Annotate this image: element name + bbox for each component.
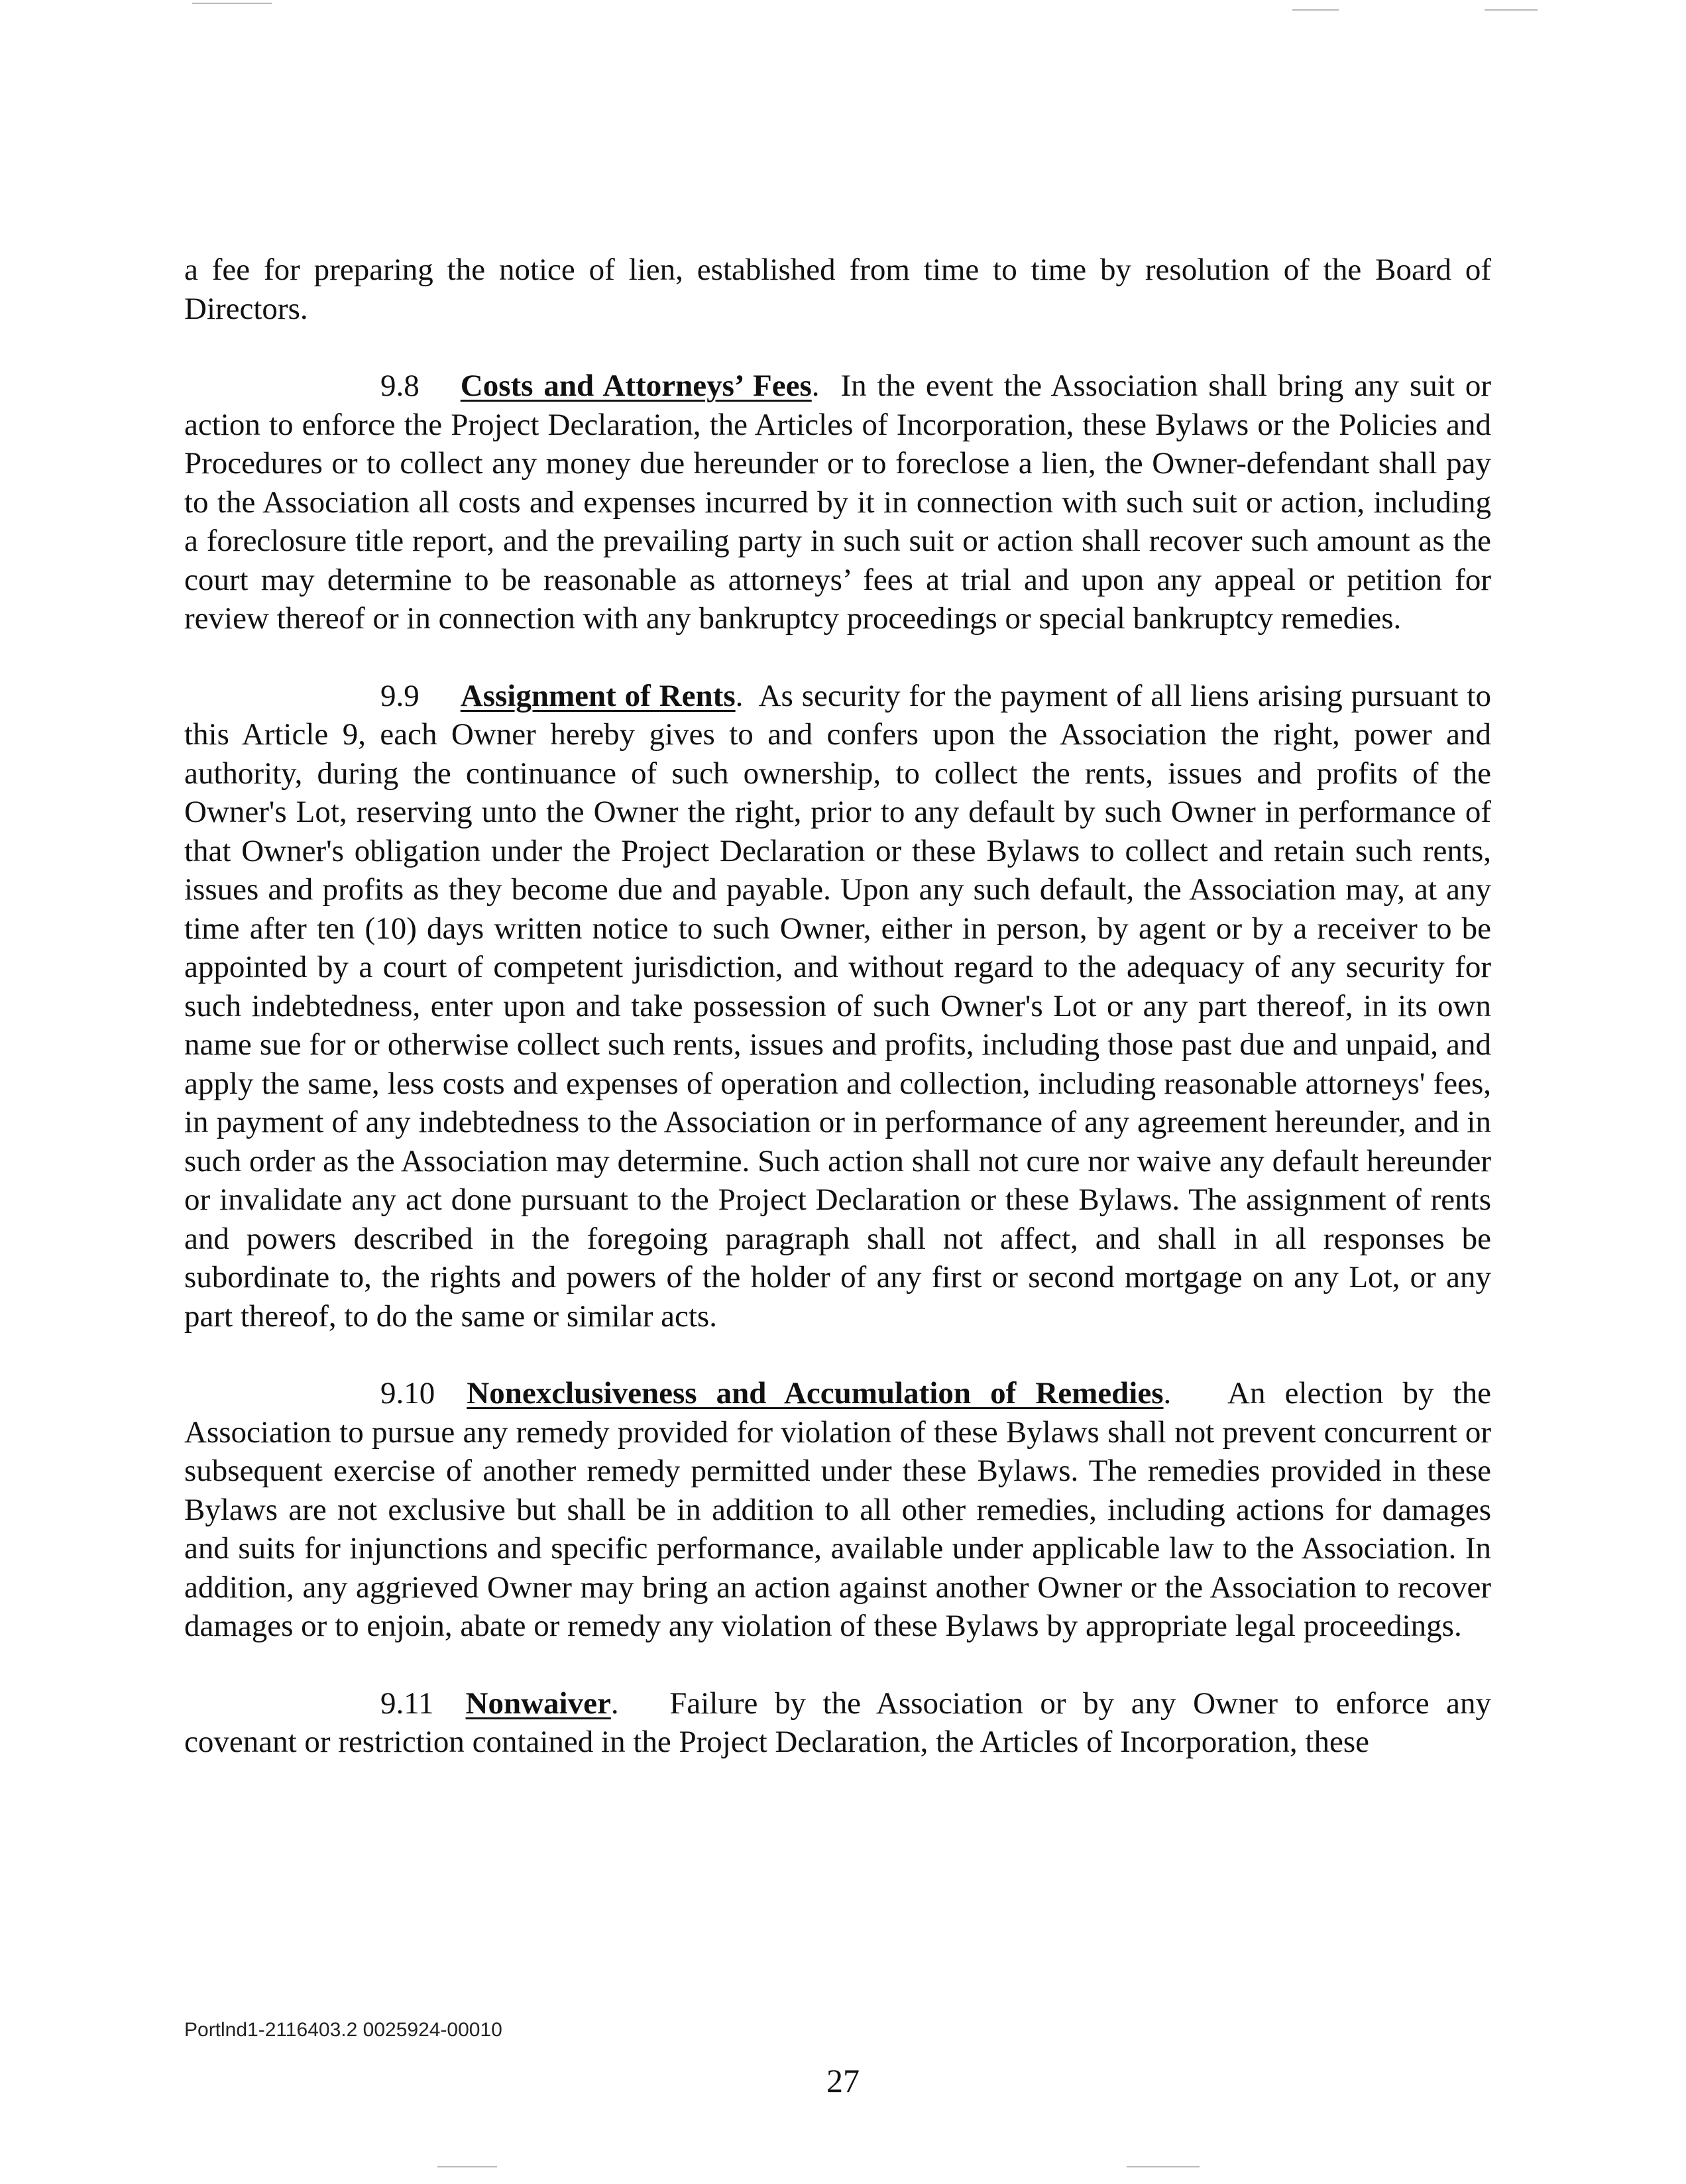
section-9-11: 9.11 Nonwaiver. Failure by the Association or by any Owner to enforce any covenant or restriction contained in the Project Declaration, the Articles of Incorporation, these (184, 1684, 1491, 1762)
section-title: Nonwaiver (465, 1686, 611, 1721)
page-number: 27 (826, 2062, 860, 2099)
section-text: In the event the Association shall bring any suit or action to enforce the Project Declaration, the Articles of Incorporation, these Bylaws or the Policies and Procedures or to collect any money due hereunder or to foreclose a lien, the Owner-defendant shall pay to the Association all costs and expenses incurred by it in connection with such suit or action, including a foreclosure title report, and the prevailing party in such suit or action shall recover such amount as the court may determine to be reasonable as attorneys’ fees at trial and upon any appeal or petition for review thereof or in connection with any bankruptcy proceedings or special bankruptcy remedies. (184, 369, 1492, 636)
scan-artifact (1127, 2166, 1200, 2167)
scan-artifact (1292, 9, 1339, 11)
section-number: 9.11 (380, 1686, 434, 1721)
section-title: Nonexclusiveness and Accumulation of Remedies (467, 1376, 1164, 1410)
section-text: Failure by the Association or by any Owner to enforce any covenant or restriction contained in the Project Declaration, the Articles of Incorporation, these (184, 1686, 1492, 1759)
section-9-9: 9.9 Assignment of Rents. As security for the payment of all liens arising pursuant to this Article 9, each Owner hereby gives to and confers upon the Association the right, power and authority, during the continuance of such ownership, to collect the rents, issues and profits of the Owner's Lot, reserving unto the Owner the right, prior to any default by such Owner in performance of that Owner's obligation under the Project Declaration or these Bylaws to collect and retain such rents, issues and profits as they become due and payable. Upon any such default, the Association may, at any time after ten (10) days written notice to such Owner, either in person, by agent or by a receiver to be appointed by a court of competent jurisdiction, and without regard to the adequacy of any security for such indebtedness, enter upon and take possession of such Owner's Lot or any part thereof, in its own name sue for or otherwise collect such rents, issues and profits, including those past due and unpaid, and apply the same, less costs and expenses of operation and collection, including reasonable attorneys' fees, in payment of any indebtedness to the Association or in performance of any agreement hereunder, and in such order as the Association may determine. Such action shall not cure nor waive any default hereunder or invalidate any act done pursuant to the Project Declaration or these Bylaws. The assignment of rents and powers described in the foregoing paragraph shall not affect, and shall in all responses be subordinate to, the rights and powers of the holder of any first or second mortgage on any Lot, or any part thereof, to do the same or similar acts. (184, 677, 1491, 1336)
section-title: Costs and Attorneys’ Fees (460, 369, 812, 403)
document-id: Portlnd1-2116403.2 0025924-00010 (184, 2019, 502, 2041)
scan-artifact (437, 2166, 497, 2167)
section-number: 9.10 (380, 1376, 435, 1410)
section-9-8: 9.8 Costs and Attorneys’ Fees. In the event the Association shall bring any suit or action to enforce the Project Declaration, the Articles of Incorporation, these Bylaws or the Policies and Procedures or to collect any money due hereunder or to foreclose a lien, the Owner-defendant shall pay to the Association all costs and expenses incurred by it in connection with such suit or action, including a foreclosure title report, and the prevailing party in such suit or action shall recover such amount as the court may determine to be reasonable as attorneys’ fees at trial and upon any appeal or petition for review thereof or in connection with any bankruptcy proceedings or special bankruptcy remedies. (184, 367, 1491, 638)
document-body (184, 251, 1491, 1800)
section-9-10: 9.10 Nonexclusiveness and Accumulation of Remedies. An election by the Association to pursue any remedy provided for violation of these Bylaws shall not prevent concurrent or subsequent exercise of another remedy permitted under these Bylaws. The remedies provided in these Bylaws are not exclusive but shall be in addition to all other remedies, including actions for damages and suits for injunctions and specific performance, available under applicable law to the Association. In addition, any aggrieved Owner may bring an action against another Owner or the Association to recover damages or to enjoin, abate or remedy any violation of these Bylaws by appropriate legal proceedings. (184, 1374, 1491, 1646)
section-title: Assignment of Rents (460, 678, 736, 713)
section-number: 9.9 (380, 678, 420, 713)
section-number: 9.8 (380, 369, 420, 403)
section-text: An election by the Association to pursue any remedy provided for violation of these Bylaws shall not prevent concurrent or subsequent exercise of another remedy permitted under these Bylaws. The remedies provided in these Bylaws are not exclusive but shall be in addition to all other remedies, including actions for damages and suits for injunctions and specific performance, available under applicable law to the Association. In addition, any aggrieved Owner may bring an action against another Owner or the Association to recover damages or to enjoin, abate or remedy any violation of these Bylaws by appropriate legal proceedings. (184, 1376, 1491, 1643)
continuation-paragraph: a fee for preparing the notice of lien, established from time to time by resolution of the Board of Directors. (184, 253, 1491, 326)
scan-artifact (1485, 9, 1538, 11)
section-text: As security for the payment of all liens arising pursuant to this Article 9, each Owner hereby gives to and confers upon the Association the right, power and authority, during the continuance of such ownership, to collect the rents, issues and profits of the Owner's Lot, reserving unto the Owner the right, prior to any default by such Owner in performance of that Owner's obligation under the Project Declaration or these Bylaws to collect and retain such rents, issues and profits as they become due and payable. Upon any such default, the Association may, at any time after ten (10) days written notice to such Owner, either in person, by agent or by a receiver to be appointed by a court of competent jurisdiction, and without regard to the adequacy of any security for such indebtedness, enter upon and take possession of such Owner's Lot or any part thereof, in its own name sue for or otherwise collect such rents, issues and profits, including those past due and unpaid, and apply the same, less costs and expenses of operation and collection, including reasonable attorneys' fees, in payment of any indebtedness to the Association or in performance of any agreement hereunder, and in such order as the Association may determine. Such action shall not cure nor waive any default hereunder or invalidate any act done pursuant to the Project Declaration or these Bylaws. The assignment of rents and powers described in the foregoing paragraph shall not affect, and shall in all responses be subordinate to, the rights and powers of the holder of any first or second mortgage on any Lot, or any part thereof, to do the same or similar acts. (184, 678, 1491, 1334)
scan-artifact (192, 3, 272, 4)
